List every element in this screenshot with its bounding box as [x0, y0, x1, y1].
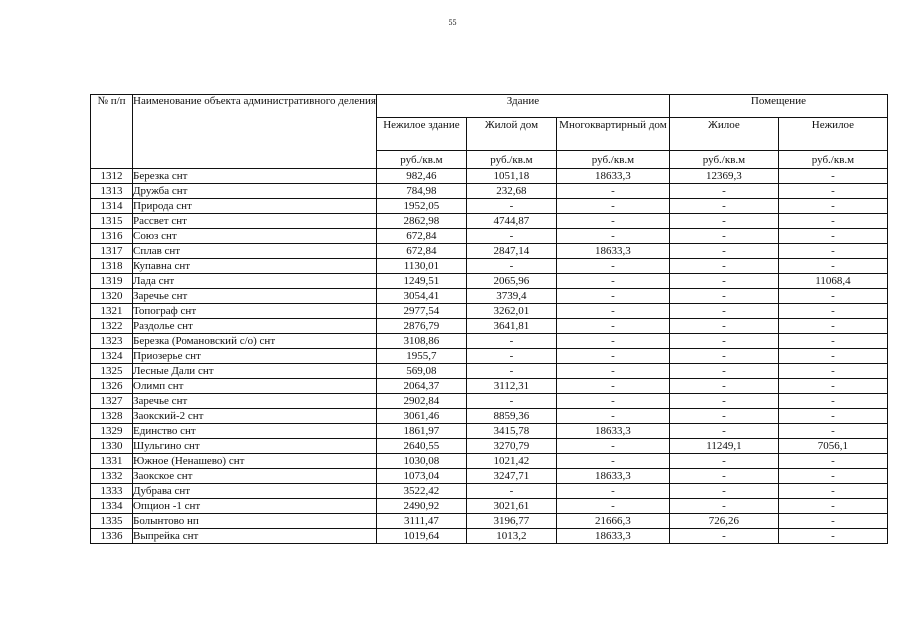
- cell-non-residential-building: 1952,05: [376, 199, 466, 214]
- row-number: 1317: [91, 244, 133, 259]
- header-building: Здание: [376, 95, 669, 118]
- cell-apartment-building: -: [556, 229, 669, 244]
- row-number: 1315: [91, 214, 133, 229]
- cell-non-residential: 11068,4: [778, 274, 887, 289]
- header-residential-house: Жилой дом: [466, 118, 556, 151]
- row-name: Союз снт: [133, 229, 377, 244]
- cell-non-residential: -: [778, 184, 887, 199]
- header-unit: руб./кв.м: [466, 151, 556, 169]
- cell-apartment-building: -: [556, 334, 669, 349]
- cell-non-residential: -: [778, 499, 887, 514]
- cell-residential-house: 3270,79: [466, 439, 556, 454]
- table-row: [91, 394, 888, 409]
- page-number: 55: [448, 18, 457, 27]
- table-row: [91, 379, 888, 394]
- row-number: 1325: [91, 364, 133, 379]
- cell-residential-house: 3415,78: [466, 424, 556, 439]
- cell-apartment-building: 18633,3: [556, 529, 669, 544]
- cell-residential-house: 1021,42: [466, 454, 556, 469]
- row-name: Заречье снт: [133, 394, 377, 409]
- cell-residential-house: 2065,96: [466, 274, 556, 289]
- cell-non-residential: -: [778, 514, 887, 529]
- cell-residential: -: [669, 214, 778, 229]
- row-number: 1323: [91, 334, 133, 349]
- cell-non-residential: -: [778, 529, 887, 544]
- table-row: [91, 289, 888, 304]
- row-number: 1328: [91, 409, 133, 424]
- cell-residential: -: [669, 469, 778, 484]
- cell-apartment-building: 21666,3: [556, 514, 669, 529]
- cell-non-residential-building: 1130,01: [376, 259, 466, 274]
- cell-non-residential: -: [778, 214, 887, 229]
- cell-non-residential-building: 2640,55: [376, 439, 466, 454]
- cell-apartment-building: -: [556, 199, 669, 214]
- row-number: 1318: [91, 259, 133, 274]
- row-number: 1320: [91, 289, 133, 304]
- cell-residential-house: 4744,87: [466, 214, 556, 229]
- cell-non-residential: -: [778, 334, 887, 349]
- cell-residential: -: [669, 409, 778, 424]
- cell-residential-house: 3739,4: [466, 289, 556, 304]
- table-row: [91, 484, 888, 499]
- row-name: Купавна снт: [133, 259, 377, 274]
- cell-apartment-building: 18633,3: [556, 169, 669, 184]
- table-row: [91, 184, 888, 199]
- table-row: [91, 199, 888, 214]
- table-row: [91, 409, 888, 424]
- cell-residential-house: -: [466, 364, 556, 379]
- cell-non-residential: -: [778, 319, 887, 334]
- table-row: [91, 229, 888, 244]
- cell-residential-house: -: [466, 334, 556, 349]
- cell-non-residential-building: 672,84: [376, 229, 466, 244]
- table-row: [91, 424, 888, 439]
- cell-apartment-building: -: [556, 484, 669, 499]
- header-unit: руб./кв.м: [669, 151, 778, 169]
- row-number: 1331: [91, 454, 133, 469]
- header-premises: Помещение: [669, 95, 887, 118]
- row-name: Сплав снт: [133, 244, 377, 259]
- row-number: 1313: [91, 184, 133, 199]
- cell-non-residential: -: [778, 199, 887, 214]
- cell-residential: -: [669, 334, 778, 349]
- table-row: [91, 499, 888, 514]
- cell-residential-house: -: [466, 229, 556, 244]
- cell-residential-house: 3641,81: [466, 319, 556, 334]
- cell-residential-house: 3112,31: [466, 379, 556, 394]
- cell-non-residential-building: 1073,04: [376, 469, 466, 484]
- table-row: [91, 529, 888, 544]
- row-name: Дубрава снт: [133, 484, 377, 499]
- cell-apartment-building: -: [556, 394, 669, 409]
- cell-residential: -: [669, 229, 778, 244]
- cell-non-residential-building: 2977,54: [376, 304, 466, 319]
- row-name: Единство снт: [133, 424, 377, 439]
- cell-non-residential-building: 784,98: [376, 184, 466, 199]
- cell-residential-house: 232,68: [466, 184, 556, 199]
- row-name: Природа снт: [133, 199, 377, 214]
- cell-non-residential-building: 3054,41: [376, 289, 466, 304]
- table-row: [91, 304, 888, 319]
- row-name: Березка (Романовский с/о) снт: [133, 334, 377, 349]
- table-row: [91, 364, 888, 379]
- row-number: 1333: [91, 484, 133, 499]
- cell-non-residential-building: 672,84: [376, 244, 466, 259]
- table-row: [91, 259, 888, 274]
- row-number: 1329: [91, 424, 133, 439]
- cell-apartment-building: -: [556, 289, 669, 304]
- cell-non-residential: -: [778, 259, 887, 274]
- row-name: Заокское снт: [133, 469, 377, 484]
- cell-non-residential-building: 1249,51: [376, 274, 466, 289]
- table-body: [91, 169, 888, 544]
- cell-non-residential-building: 1955,7: [376, 349, 466, 364]
- cell-non-residential-building: 2064,37: [376, 379, 466, 394]
- cell-apartment-building: -: [556, 304, 669, 319]
- cell-residential: -: [669, 304, 778, 319]
- header-unit: руб./кв.м: [376, 151, 466, 169]
- row-number: 1330: [91, 439, 133, 454]
- table-row: [91, 214, 888, 229]
- table-row: [91, 319, 888, 334]
- row-number: 1334: [91, 499, 133, 514]
- row-number: 1327: [91, 394, 133, 409]
- cell-apartment-building: -: [556, 439, 669, 454]
- cell-residential-house: 3247,71: [466, 469, 556, 484]
- cell-apartment-building: -: [556, 409, 669, 424]
- cell-non-residential: -: [778, 169, 887, 184]
- cell-apartment-building: -: [556, 379, 669, 394]
- row-number: 1322: [91, 319, 133, 334]
- row-name: Лесные Дали снт: [133, 364, 377, 379]
- cell-apartment-building: -: [556, 454, 669, 469]
- table-row: [91, 274, 888, 289]
- cell-residential: -: [669, 454, 778, 469]
- cell-residential: -: [669, 379, 778, 394]
- row-name: Болынтово нп: [133, 514, 377, 529]
- table-header: [91, 95, 888, 169]
- cell-non-residential: -: [778, 394, 887, 409]
- cell-residential: -: [669, 499, 778, 514]
- table-row: [91, 454, 888, 469]
- cell-non-residential: -: [778, 364, 887, 379]
- cell-non-residential: -: [778, 304, 887, 319]
- row-name: Приозерье снт: [133, 349, 377, 364]
- row-name: Рассвет снт: [133, 214, 377, 229]
- cell-non-residential-building: 3522,42: [376, 484, 466, 499]
- cell-apartment-building: -: [556, 364, 669, 379]
- cell-residential-house: 3021,61: [466, 499, 556, 514]
- cell-non-residential: -: [778, 349, 887, 364]
- cell-residential-house: -: [466, 394, 556, 409]
- cell-non-residential-building: 3061,46: [376, 409, 466, 424]
- row-name: Южное (Ненашево) снт: [133, 454, 377, 469]
- cell-non-residential-building: 982,46: [376, 169, 466, 184]
- cell-non-residential-building: 569,08: [376, 364, 466, 379]
- cell-non-residential-building: 1030,08: [376, 454, 466, 469]
- row-name: Заречье снт: [133, 289, 377, 304]
- cell-residential: -: [669, 184, 778, 199]
- cell-residential: 11249,1: [669, 439, 778, 454]
- cell-non-residential: -: [778, 229, 887, 244]
- cell-apartment-building: -: [556, 259, 669, 274]
- header-unit: руб./кв.м: [556, 151, 669, 169]
- cell-residential: 726,26: [669, 514, 778, 529]
- cell-residential: 12369,3: [669, 169, 778, 184]
- cell-non-residential: -: [778, 244, 887, 259]
- cell-apartment-building: 18633,3: [556, 469, 669, 484]
- row-name: Шульгино снт: [133, 439, 377, 454]
- row-number: 1324: [91, 349, 133, 364]
- row-name: Выпрейка снт: [133, 529, 377, 544]
- row-number: 1319: [91, 274, 133, 289]
- cell-residential-house: 3262,01: [466, 304, 556, 319]
- cell-residential-house: -: [466, 484, 556, 499]
- cell-non-residential: -: [778, 409, 887, 424]
- cell-residential: -: [669, 424, 778, 439]
- cell-residential: -: [669, 289, 778, 304]
- row-number: 1336: [91, 529, 133, 544]
- row-name: Заокский-2 снт: [133, 409, 377, 424]
- cell-non-residential-building: 3108,86: [376, 334, 466, 349]
- header-apartment-building: Многоквартирный дом: [556, 118, 669, 151]
- header-name: Наименование объекта административного деления: [133, 95, 377, 169]
- row-name: Опцион -1 снт: [133, 499, 377, 514]
- cell-residential-house: -: [466, 349, 556, 364]
- cell-residential: -: [669, 349, 778, 364]
- cell-apartment-building: -: [556, 349, 669, 364]
- cell-non-residential-building: 2902,84: [376, 394, 466, 409]
- cell-residential: -: [669, 364, 778, 379]
- cell-residential-house: 3196,77: [466, 514, 556, 529]
- cell-apartment-building: -: [556, 319, 669, 334]
- header-residential: Жилое: [669, 118, 778, 151]
- cell-residential: -: [669, 529, 778, 544]
- table-row: [91, 439, 888, 454]
- cell-non-residential: -: [778, 424, 887, 439]
- cell-residential: -: [669, 484, 778, 499]
- cell-apartment-building: 18633,3: [556, 424, 669, 439]
- table-row: [91, 169, 888, 184]
- row-name: Топограф снт: [133, 304, 377, 319]
- header-num: № п/п: [91, 95, 133, 169]
- row-number: 1326: [91, 379, 133, 394]
- cell-residential: -: [669, 244, 778, 259]
- cell-non-residential: 7056,1: [778, 439, 887, 454]
- table-row: [91, 334, 888, 349]
- row-number: 1316: [91, 229, 133, 244]
- header-non-residential: Нежилое: [778, 118, 887, 151]
- table-row: [91, 349, 888, 364]
- cell-non-residential: -: [778, 469, 887, 484]
- cell-non-residential-building: 2876,79: [376, 319, 466, 334]
- cell-residential-house: 1013,2: [466, 529, 556, 544]
- row-number: 1312: [91, 169, 133, 184]
- cell-residential: -: [669, 259, 778, 274]
- cell-non-residential-building: 1861,97: [376, 424, 466, 439]
- price-table: [90, 94, 888, 544]
- cell-non-residential: -: [778, 454, 887, 469]
- cell-non-residential: -: [778, 484, 887, 499]
- row-name: Лада снт: [133, 274, 377, 289]
- cell-non-residential-building: 1019,64: [376, 529, 466, 544]
- row-name: Дружба снт: [133, 184, 377, 199]
- cell-residential: -: [669, 394, 778, 409]
- cell-non-residential-building: 2490,92: [376, 499, 466, 514]
- cell-residential-house: 2847,14: [466, 244, 556, 259]
- row-name: Раздолье снт: [133, 319, 377, 334]
- cell-residential: -: [669, 319, 778, 334]
- cell-non-residential-building: 3111,47: [376, 514, 466, 529]
- cell-apartment-building: -: [556, 499, 669, 514]
- cell-apartment-building: -: [556, 274, 669, 289]
- row-number: 1335: [91, 514, 133, 529]
- cell-residential-house: -: [466, 199, 556, 214]
- cell-residential: -: [669, 199, 778, 214]
- row-number: 1321: [91, 304, 133, 319]
- cell-residential-house: 8859,36: [466, 409, 556, 424]
- cell-residential-house: 1051,18: [466, 169, 556, 184]
- cell-non-residential-building: 2862,98: [376, 214, 466, 229]
- cell-non-residential: -: [778, 379, 887, 394]
- cell-apartment-building: -: [556, 214, 669, 229]
- cell-apartment-building: 18633,3: [556, 244, 669, 259]
- table-row: [91, 244, 888, 259]
- cell-residential-house: -: [466, 259, 556, 274]
- row-number: 1314: [91, 199, 133, 214]
- cell-non-residential: -: [778, 289, 887, 304]
- row-name: Олимп снт: [133, 379, 377, 394]
- table-row: [91, 514, 888, 529]
- cell-residential: -: [669, 274, 778, 289]
- header-non-residential-building: Нежилое здание: [376, 118, 466, 151]
- cell-apartment-building: -: [556, 184, 669, 199]
- table-row: [91, 469, 888, 484]
- row-number: 1332: [91, 469, 133, 484]
- header-unit: руб./кв.м: [778, 151, 887, 169]
- row-name: Березка снт: [133, 169, 377, 184]
